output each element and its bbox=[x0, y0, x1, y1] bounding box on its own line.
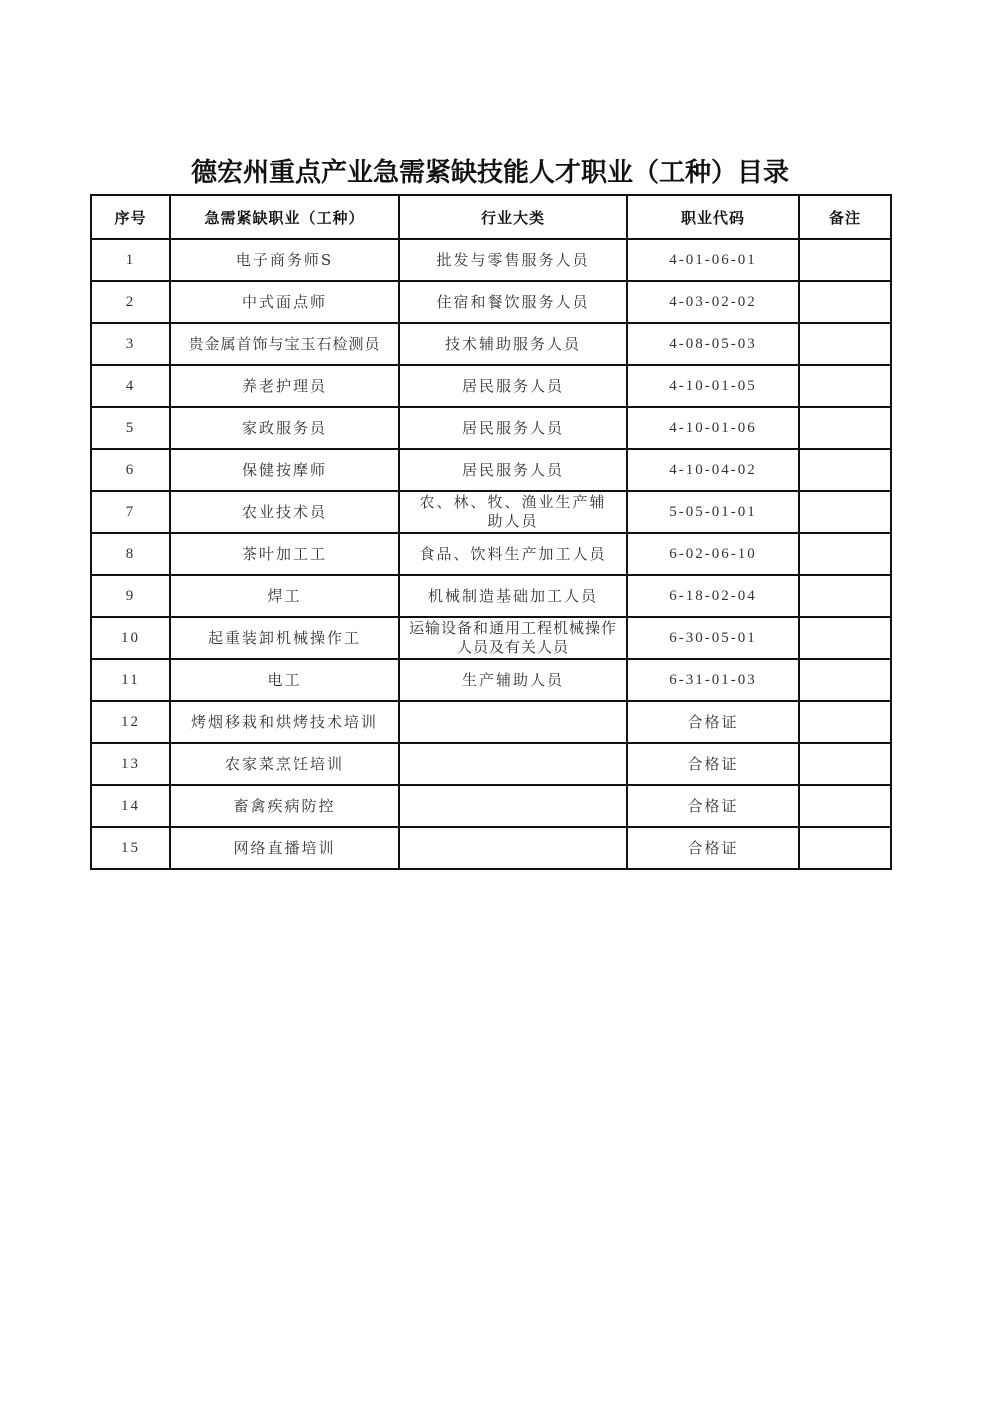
cell-seq: 14 bbox=[91, 785, 170, 827]
page-title: 德宏州重点产业急需紧缺技能人才职业（工种）目录 bbox=[190, 158, 789, 188]
table-row bbox=[91, 659, 891, 701]
cell-code: 6-02-06-10 bbox=[627, 533, 799, 575]
cell-code: 4-01-06-01 bbox=[627, 239, 799, 281]
cell-note bbox=[799, 281, 891, 323]
cell-occupation: 贵金属首饰与宝玉石检测员 bbox=[170, 323, 399, 365]
cell-industry: 批发与零售服务人员 bbox=[399, 239, 627, 281]
cell-industry bbox=[399, 827, 627, 869]
cell-industry bbox=[399, 785, 627, 827]
cell-code: 6-30-05-01 bbox=[627, 617, 799, 659]
cell-note bbox=[799, 533, 891, 575]
cell-note bbox=[799, 407, 891, 449]
table-row bbox=[91, 491, 891, 533]
header-note: 备注 bbox=[799, 195, 891, 239]
cell-note bbox=[799, 575, 891, 617]
cell-occupation: 电工 bbox=[170, 659, 399, 701]
cell-code: 合格证 bbox=[627, 743, 799, 785]
cell-seq: 5 bbox=[91, 407, 170, 449]
table-row bbox=[91, 785, 891, 827]
cell-occupation: 电子商务师S bbox=[170, 239, 399, 281]
table-row bbox=[91, 575, 891, 617]
cell-note bbox=[799, 827, 891, 869]
cell-seq: 11 bbox=[91, 659, 170, 701]
cell-seq: 3 bbox=[91, 323, 170, 365]
cell-industry: 机械制造基础加工人员 bbox=[399, 575, 627, 617]
cell-code: 6-18-02-04 bbox=[627, 575, 799, 617]
cell-code: 4-10-04-02 bbox=[627, 449, 799, 491]
cell-industry: 居民服务人员 bbox=[399, 407, 627, 449]
cell-code: 4-10-01-05 bbox=[627, 365, 799, 407]
cell-seq: 2 bbox=[91, 281, 170, 323]
cell-code: 合格证 bbox=[627, 701, 799, 743]
header-industry: 行业大类 bbox=[399, 195, 627, 239]
cell-occupation: 保健按摩师 bbox=[170, 449, 399, 491]
cell-occupation: 起重装卸机械操作工 bbox=[170, 617, 399, 659]
cell-note bbox=[799, 239, 891, 281]
cell-occupation: 网络直播培训 bbox=[170, 827, 399, 869]
cell-occupation: 养老护理员 bbox=[170, 365, 399, 407]
cell-code: 6-31-01-03 bbox=[627, 659, 799, 701]
cell-code: 4-03-02-02 bbox=[627, 281, 799, 323]
cell-occupation: 茶叶加工工 bbox=[170, 533, 399, 575]
header-code: 职业代码 bbox=[627, 195, 799, 239]
occupation-catalog-table bbox=[90, 194, 892, 870]
cell-note bbox=[799, 491, 891, 533]
cell-occupation: 农家菜烹饪培训 bbox=[170, 743, 399, 785]
table-row bbox=[91, 533, 891, 575]
cell-occupation: 烤烟移栽和烘烤技术培训 bbox=[170, 701, 399, 743]
cell-seq: 9 bbox=[91, 575, 170, 617]
cell-industry bbox=[399, 701, 627, 743]
cell-note bbox=[799, 449, 891, 491]
header-seq: 序号 bbox=[91, 195, 170, 239]
cell-seq: 13 bbox=[91, 743, 170, 785]
cell-industry: 居民服务人员 bbox=[399, 365, 627, 407]
table-header-row bbox=[91, 195, 891, 239]
table-row bbox=[91, 323, 891, 365]
cell-occupation: 畜禽疾病防控 bbox=[170, 785, 399, 827]
cell-occupation: 家政服务员 bbox=[170, 407, 399, 449]
cell-note bbox=[799, 785, 891, 827]
table-row bbox=[91, 743, 891, 785]
cell-seq: 1 bbox=[91, 239, 170, 281]
header-occupation: 急需紧缺职业（工种） bbox=[170, 195, 399, 239]
cell-industry bbox=[399, 743, 627, 785]
table-row bbox=[91, 827, 891, 869]
cell-industry: 技术辅助服务人员 bbox=[399, 323, 627, 365]
cell-industry: 生产辅助人员 bbox=[399, 659, 627, 701]
cell-code: 4-10-01-06 bbox=[627, 407, 799, 449]
cell-industry: 居民服务人员 bbox=[399, 449, 627, 491]
cell-code: 合格证 bbox=[627, 785, 799, 827]
cell-note bbox=[799, 365, 891, 407]
cell-seq: 4 bbox=[91, 365, 170, 407]
cell-industry: 农、林、牧、渔业生产辅助人员 bbox=[399, 491, 627, 533]
cell-occupation: 中式面点师 bbox=[170, 281, 399, 323]
cell-seq: 15 bbox=[91, 827, 170, 869]
cell-seq: 8 bbox=[91, 533, 170, 575]
cell-note bbox=[799, 659, 891, 701]
table-row bbox=[91, 701, 891, 743]
cell-occupation: 焊工 bbox=[170, 575, 399, 617]
cell-industry: 住宿和餐饮服务人员 bbox=[399, 281, 627, 323]
cell-occupation: 农业技术员 bbox=[170, 491, 399, 533]
cell-note bbox=[799, 701, 891, 743]
table-row bbox=[91, 365, 891, 407]
cell-seq: 10 bbox=[91, 617, 170, 659]
cell-seq: 12 bbox=[91, 701, 170, 743]
cell-note bbox=[799, 617, 891, 659]
cell-seq: 6 bbox=[91, 449, 170, 491]
cell-code: 4-08-05-03 bbox=[627, 323, 799, 365]
cell-seq: 7 bbox=[91, 491, 170, 533]
table-row bbox=[91, 281, 891, 323]
cell-note bbox=[799, 743, 891, 785]
table-row bbox=[91, 239, 891, 281]
cell-code: 5-05-01-01 bbox=[627, 491, 799, 533]
table-row bbox=[91, 407, 891, 449]
table-row bbox=[91, 617, 891, 659]
table-row bbox=[91, 449, 891, 491]
cell-industry: 食品、饮料生产加工人员 bbox=[399, 533, 627, 575]
cell-note bbox=[799, 323, 891, 365]
cell-code: 合格证 bbox=[627, 827, 799, 869]
cell-industry: 运输设备和通用工程机械操作人员及有关人员 bbox=[399, 617, 627, 659]
